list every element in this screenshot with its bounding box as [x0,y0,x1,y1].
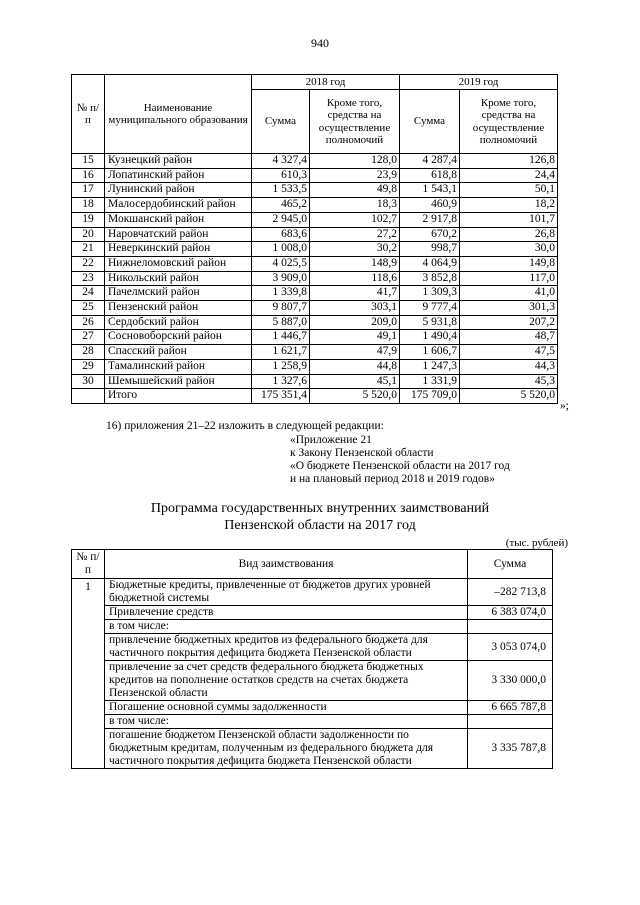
row-number: 28 [72,345,105,360]
extra-2018: 41,7 [310,286,400,301]
borrowing-kind: погашение бюджетом Пензенской области задолженности по бюджетным кредитам, полученным из федерального бюджета для частичного покрытия дефицита бюджета Пензенской области [105,729,468,769]
table-row [72,168,558,183]
sum-2019: 1 543,1 [400,183,460,198]
sum-2018: 4 025,5 [252,256,310,271]
district-name: Наровчатский район [105,227,252,242]
district-name: Сердобский район [105,315,252,330]
sum-2019: 5 931,8 [400,315,460,330]
table-row [72,715,553,729]
row-number: 16 [72,168,105,183]
sum-2018: 1 327,6 [252,374,310,389]
sum-2018: 1 446,7 [252,330,310,345]
district-name: Шемышейский район [105,374,252,389]
sum-2019: 1 309,3 [400,286,460,301]
sum-2019: 618,8 [400,168,460,183]
sum-2019: 1 606,7 [400,345,460,360]
borrowing-sum: –282 713,8 [468,579,553,606]
borrowing-kind: привлечение за счет средств федерального бюджета бюджетных кредитов на пополнение остатков средств на счетах бюджета Пензенской области [105,661,468,701]
sum-2018: 2 945,0 [252,212,310,227]
sum-2019: 1 490,4 [400,330,460,345]
extra-2019: 301,3 [460,301,558,316]
extra-2018: 27,2 [310,227,400,242]
header-sum-2018: Сумма [252,90,310,154]
table-row [72,330,558,345]
extra-2018: 23,9 [310,168,400,183]
sum-2019: 9 777,4 [400,301,460,316]
sum-2019: 1 331,9 [400,374,460,389]
sum-2019: 4 064,9 [400,256,460,271]
allocation-table [71,74,558,404]
table-row [72,661,553,701]
extra-2019: 26,8 [460,227,558,242]
table-row [72,579,553,606]
sum-2018: 1 621,7 [252,345,310,360]
borrowing-sum: 3 053 074,0 [468,634,553,661]
appendix-line: «О бюджете Пензенской области на 2017 год [290,460,510,472]
header-extra-2019: Кроме того, средства на осуществление полномочий [460,90,558,154]
sum-2018: 1 339,8 [252,286,310,301]
header-num: № п/п [72,550,105,579]
row-number: 30 [72,374,105,389]
table-row [72,154,558,169]
table-row [72,701,553,715]
district-name: Пачелмский район [105,286,252,301]
total-label: Итого [105,389,252,404]
extra-2019: 24,4 [460,168,558,183]
appendix-line: к Закону Пензенской области [290,447,434,459]
district-name: Лопатинский район [105,168,252,183]
district-name: Тамалинский район [105,359,252,374]
extra-2018: 49,8 [310,183,400,198]
sum-2018: 683,6 [252,227,310,242]
borrowing-kind: Погашение основной суммы задолженности [105,701,468,715]
row-number: 23 [72,271,105,286]
table-row [72,286,558,301]
district-name: Спасский район [105,345,252,360]
extra-2019: 30,0 [460,242,558,257]
table-row [72,212,558,227]
extra-2019: 41,0 [460,286,558,301]
table-row [72,183,558,198]
district-name: Сосновоборский район [105,330,252,345]
sum-2019: 2 917,8 [400,212,460,227]
borrowing-sum: 6 383 074,0 [468,606,553,620]
district-name: Лунинский район [105,183,252,198]
extra-2019: 101,7 [460,212,558,227]
row-number: 24 [72,286,105,301]
sum-2018: 1 533,5 [252,183,310,198]
header-year-2018: 2018 год [252,75,400,90]
total-row [72,389,558,404]
row-number: 17 [72,183,105,198]
total-sum-2019: 175 709,0 [400,389,460,404]
sum-2018: 1 008,0 [252,242,310,257]
appendix-line: «Приложение 21 [290,434,372,446]
table-row [72,729,553,769]
total-extra-2018: 5 520,0 [310,389,400,404]
row-number: 15 [72,154,105,169]
borrowing-kind: в том числе: [105,620,468,634]
table-row [72,301,558,316]
table-row [72,359,558,374]
extra-2019: 117,0 [460,271,558,286]
row-number: 26 [72,315,105,330]
table-row [72,374,558,389]
district-name: Нижнеломовский район [105,256,252,271]
table-row [72,242,558,257]
header-name: Наименование муниципального образования [105,75,252,154]
header-year-2019: 2019 год [400,75,558,90]
sum-2019: 4 287,4 [400,154,460,169]
extra-2018: 102,7 [310,212,400,227]
district-name: Пензенский район [105,301,252,316]
table-row [72,271,558,286]
row-number: 19 [72,212,105,227]
extra-2018: 45,1 [310,374,400,389]
sum-2019: 1 247,3 [400,359,460,374]
extra-2019: 45,3 [460,374,558,389]
borrowing-kind: привлечение бюджетных кредитов из федерального бюджета для частичного покрытия дефицита бюджета Пензенской области [105,634,468,661]
borrowing-sum [468,715,553,729]
extra-2018: 209,0 [310,315,400,330]
district-name: Мокшанский район [105,212,252,227]
header-sum-2019: Сумма [400,90,460,154]
borrowing-sum [468,620,553,634]
sum-2018: 9 807,7 [252,301,310,316]
borrowing-program-table [71,549,553,769]
title-line: Пензенской области на 2017 год [224,518,416,533]
borrowing-sum: 6 665 787,8 [468,701,553,715]
header-kind: Вид заимствования [105,550,468,579]
row-number: 21 [72,242,105,257]
district-name: Неверкинский район [105,242,252,257]
sum-2019: 998,7 [400,242,460,257]
header-sum: Сумма [468,550,553,579]
borrowing-sum: 3 330 000,0 [468,661,553,701]
borrowing-kind: в том числе: [105,715,468,729]
header-num: № п/п [72,75,105,154]
appendix-line: и на плановый период 2018 и 2019 годов» [290,473,495,485]
appendix-reference [290,434,510,486]
table-row [72,620,553,634]
row-number: 18 [72,198,105,213]
extra-2018: 303,1 [310,301,400,316]
table-row [72,345,558,360]
table-row [72,634,553,661]
row-number: 1 [72,579,105,769]
borrowing-sum: 3 335 787,8 [468,729,553,769]
sum-2018: 5 887,0 [252,315,310,330]
table-row [72,227,558,242]
extra-2018: 47,9 [310,345,400,360]
table-row [72,256,558,271]
row-number: 27 [72,330,105,345]
extra-2018: 128,0 [310,154,400,169]
district-name: Малосердобинский район [105,198,252,213]
district-name: Никольский район [105,271,252,286]
extra-2019: 48,7 [460,330,558,345]
row-number: 22 [72,256,105,271]
header-extra-2018: Кроме того, средства на осуществление полномочий [310,90,400,154]
sum-2018: 3 909,0 [252,271,310,286]
extra-2019: 207,2 [460,315,558,330]
sum-2018: 465,2 [252,198,310,213]
sum-2019: 670,2 [400,227,460,242]
row-number: 20 [72,227,105,242]
district-name: Кузнецкий район [105,154,252,169]
sum-2018: 610,3 [252,168,310,183]
extra-2018: 30,2 [310,242,400,257]
page-number: 940 [311,36,329,50]
closing-quote: »; [560,400,569,412]
extra-2019: 126,8 [460,154,558,169]
extra-2019: 47,5 [460,345,558,360]
sum-2019: 460,9 [400,198,460,213]
extra-2018: 118,6 [310,271,400,286]
sum-2018: 1 258,9 [252,359,310,374]
row-number: 25 [72,301,105,316]
section-title [0,500,640,534]
extra-2019: 149,8 [460,256,558,271]
borrowing-kind: Бюджетные кредиты, привлеченные от бюджетов других уровней бюджетной системы [105,579,468,606]
units-label: (тыс. рублей) [505,537,568,549]
extra-2019: 44,3 [460,359,558,374]
extra-2018: 148,9 [310,256,400,271]
sum-2019: 3 852,8 [400,271,460,286]
extra-2018: 18,3 [310,198,400,213]
extra-2018: 44,8 [310,359,400,374]
table-row [72,315,558,330]
extra-2018: 49,1 [310,330,400,345]
borrowing-kind: Привлечение средств [105,606,468,620]
total-num [72,389,105,404]
extra-2019: 50,1 [460,183,558,198]
table-row [72,606,553,620]
table-row [72,198,558,213]
total-extra-2019: 5 520,0 [460,389,558,404]
row-number: 29 [72,359,105,374]
amendment-text: 16) приложения 21–22 изложить в следующей редакции: [106,420,384,432]
extra-2019: 18,2 [460,198,558,213]
total-sum-2018: 175 351,4 [252,389,310,404]
sum-2018: 4 327,4 [252,154,310,169]
title-line: Программа государственных внутренних заимствований [150,501,490,516]
